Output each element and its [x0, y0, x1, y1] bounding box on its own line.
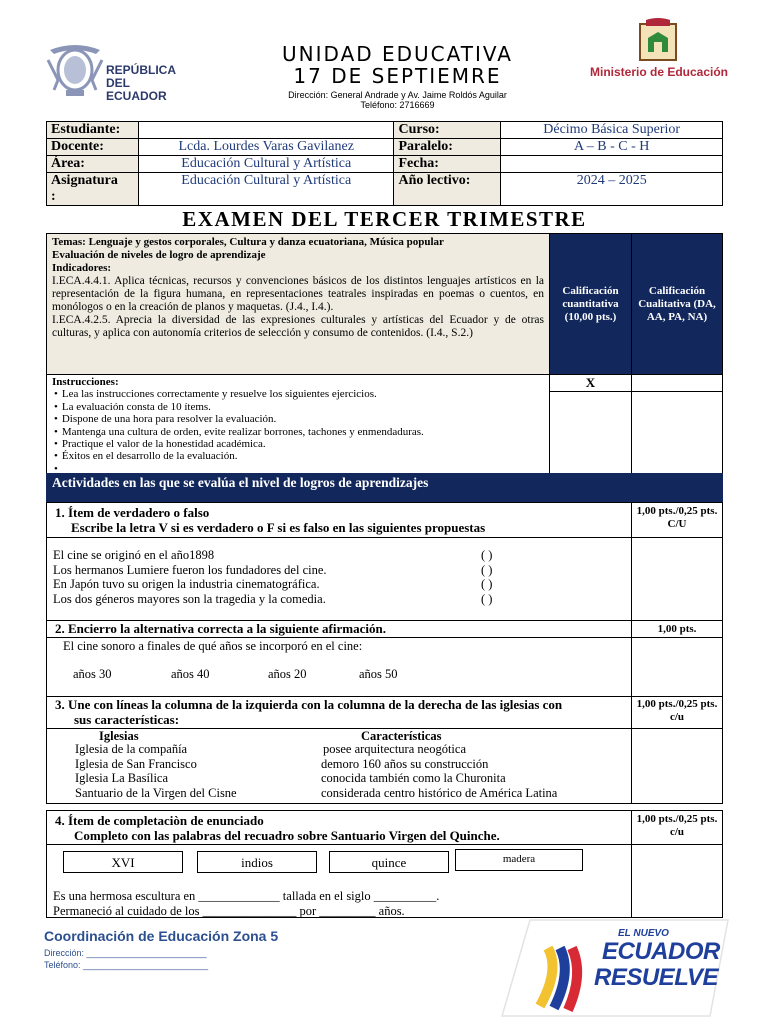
iglesia-item[interactable]: Santuario de la Virgen del Cisne [75, 785, 237, 800]
coat-of-arms-icon [44, 40, 106, 102]
instruccion-item: • Mantenga una cultura de orden, evite realizar borrones, tachones y enmendaduras. [64, 426, 544, 438]
school-address: Dirección: General Andrade y Av. Jaime Roldós Aguilar [288, 90, 507, 100]
paralelo-label: Paralelo: [394, 139, 501, 156]
indicadores-panel [46, 233, 550, 375]
item2-body [46, 637, 632, 697]
instruccion-item: • Practique el valor de la honestidad académica. [64, 438, 544, 450]
item1-points: 1,00 pts./0,25 pts. C/U [631, 502, 723, 538]
instrucciones-label: Instrucciones: [52, 376, 119, 388]
iglesia-item[interactable]: Iglesia La Basílica [75, 771, 169, 785]
caracteristica-item[interactable]: posee arquitectura neogótica [323, 742, 466, 756]
iglesias-column [75, 742, 237, 800]
statement: Los hermanos Lumiere fueron los fundadores del cine. [53, 562, 327, 577]
footer-telefono: Teléfono: _________________________ [44, 960, 209, 970]
temas-text: Temas: Lenguaje y gestos corporales, Cultura y danza ecuatoriana, Música popular [52, 236, 444, 248]
brand-ecuador: ECUADOR [602, 938, 720, 965]
paralelo-value: A – B - C - H [501, 139, 723, 156]
item3-score-cell[interactable] [631, 728, 723, 804]
school-phone: Teléfono: 2716669 [360, 100, 435, 110]
ministry-emblem-icon [638, 18, 678, 64]
instruccion-item: • Dispone de una hora para resolver la evaluación. [64, 413, 544, 425]
instruccion-item: • Éxitos en el desarrollo de la evaluación. [64, 450, 544, 462]
cualitativa-score-cell[interactable] [631, 391, 723, 474]
answer-paren[interactable]: ( ) [481, 577, 493, 592]
item4-subtitle: Completo con las palabras del recuadro sobre Santuario Virgen del Quinche. [74, 828, 500, 843]
cuantitativa-score-cell[interactable] [549, 391, 632, 474]
statement: Los dos géneros mayores son la tragedia y la comedia. [53, 591, 326, 606]
iglesia-item[interactable]: Iglesia de San Francisco [75, 756, 197, 771]
item1-statements [53, 548, 327, 606]
docente-value: Lcda. Lourdes Varas Gavilanez [138, 139, 394, 156]
option-d[interactable]: años 50 [359, 667, 398, 681]
answer-paren[interactable]: ( ) [481, 562, 493, 577]
word-box-indios: indios [197, 851, 317, 873]
curso-value: Décimo Básica Superior [501, 122, 723, 139]
area-label: Área: [47, 156, 139, 173]
brand-resuelve: RESUELVE [594, 964, 719, 991]
item2-title: 2. Encierro la alternativa correcta a la siguiente afirmación. [46, 620, 632, 638]
item2-question: El cine sonoro a finales de qué años se incorporó en el cine: [63, 639, 363, 653]
item1-body [46, 537, 632, 621]
item3-body [46, 728, 632, 804]
item3-points: 1,00 pts./0,25 pts. c/u [631, 696, 723, 729]
footer-coordinacion: Coordinación de Educación Zona 5 [44, 928, 279, 944]
item3-title-2: sus características: [74, 712, 180, 727]
asignatura-label-colon: : [51, 189, 56, 204]
actividades-header: Actividades en las que se evalúa el nivel de logros de aprendizajes [46, 473, 723, 503]
item4-points: 1,00 pts./0,25 pts. c/u [631, 810, 723, 845]
evaluacion-text: Evaluación de niveles de logro de aprendizaje [52, 249, 266, 261]
asignatura-label-text: Asignatura [51, 173, 118, 188]
statement: El cine se originó en el año1898 [53, 548, 215, 562]
curso-label: Curso: [394, 122, 501, 139]
anio-value: 2024 – 2025 [501, 173, 723, 206]
caracteristica-item[interactable]: demoro 160 años su construcción [321, 756, 489, 771]
caracteristicas-column [321, 742, 557, 800]
item1-title: 1. Ítem de verdadero o falso [55, 505, 210, 520]
item3-header [46, 696, 632, 729]
school-name: UNIDAD EDUCATIVA [282, 42, 513, 66]
word-box-xvi: XVI [63, 851, 183, 873]
student-info-table [46, 121, 723, 206]
cualitativa-top-cell [631, 374, 723, 392]
estudiante-field[interactable] [138, 122, 394, 139]
item2-score-cell[interactable] [631, 637, 723, 697]
item1-score-cell[interactable] [631, 537, 723, 621]
instrucciones-panel [46, 374, 550, 474]
instruccion-item: • La evaluación consta de 10 ítems. [64, 401, 544, 413]
indicador-2: I.ECA.4.2.5. Aprecia la diversidad de las expresiones culturales y artísticas del Ecuador y de otras culturas, y aplica con autonomía criterios de selección y consumo de contenidos. (I.4., S.2.) [52, 314, 544, 339]
instruccion-item: • Lea las instrucciones correctamente y resuelve los siguientes ejercicios. [64, 388, 544, 400]
item4-title: 4. Ítem de completaciòn de enunciado [55, 813, 264, 828]
republica-logo [44, 40, 184, 104]
answer-paren[interactable]: ( ) [481, 591, 493, 606]
ministry-name: Ministerio de Educación [589, 65, 729, 79]
answer-paren[interactable]: ( ) [481, 548, 493, 562]
statement: En Japón tuvo su origen la industria cinematográfica. [53, 577, 320, 592]
item4-sentence-1[interactable]: Es una hermosa escultura en _____________ tallada en el siglo __________. [53, 889, 440, 903]
word-box-quince: quince [329, 851, 449, 873]
iglesia-item[interactable]: Iglesia de la compañía [75, 742, 188, 756]
area-value: Educación Cultural y Artística [138, 156, 394, 173]
caracteristica-item[interactable]: considerada centro histórico de América Latina [321, 785, 558, 800]
school-name-2: 17 DE SEPTIEMRE [293, 64, 502, 88]
calif-cuantitativa-header: Calificación cuantitativa (10,00 pts.) [549, 233, 632, 375]
instrucciones-list [52, 388, 544, 475]
caracteristica-item[interactable]: conocida también como la Churonita [321, 771, 506, 785]
footer-direccion: Dirección: ________________________ [44, 948, 207, 958]
exam-title: EXAMEN DEL TERCER TRIMESTRE [182, 207, 587, 231]
item2-points: 1,00 pts. [631, 620, 723, 638]
calif-cualitativa-header: Calificación Cualitativa (DA, AA, PA, NA) [631, 233, 723, 375]
indicadores-label: Indicadores: [52, 262, 112, 274]
anio-label: Año lectivo: [394, 173, 501, 206]
ecuador-resuelve-logo [500, 918, 730, 1018]
item3-title: 3. Une con líneas la columna de la izquierda con la columna de la derecha de las iglesias con [55, 697, 563, 712]
item1-answer-boxes [481, 548, 492, 606]
item4-sentence-2[interactable]: Permaneció al cuidado de los _______________ por _________ años. [53, 904, 405, 918]
word-box-madera: madera [455, 849, 583, 871]
option-b[interactable]: años 40 [171, 667, 210, 681]
ministry-logo [588, 18, 730, 84]
caracteristicas-header: Características [361, 729, 442, 743]
item4-score-cell[interactable] [631, 844, 723, 918]
republica-line1: REPÚBLICA [106, 63, 177, 77]
asignatura-label [47, 173, 139, 206]
indicador-1: I.ECA.4.4.1. Aplica técnicas, recursos y convenciones básicos de los distintos lenguajes artísticos en la representación de la figura humana, en representaciones teatrales inspiradas en poemas o cuentos, en monólogos o en la creación de planos y maquetas. (J.4., I.4.). [52, 275, 544, 313]
school-header [200, 42, 595, 110]
brand-el-nuevo: EL NUEVO [618, 928, 669, 939]
estudiante-label: Estudiante: [47, 122, 139, 139]
item4-body [46, 844, 632, 918]
asignatura-value: Educación Cultural y Artística [138, 173, 394, 206]
item1-header [46, 502, 632, 538]
docente-label: Docente: [47, 139, 139, 156]
item4-header [46, 810, 632, 845]
option-c[interactable]: años 20 [268, 667, 307, 681]
republica-line2: DEL ECUADOR [106, 76, 167, 103]
x-mark-cell: X [549, 374, 632, 392]
fecha-field[interactable] [501, 156, 723, 173]
option-a[interactable]: años 30 [73, 667, 112, 681]
item1-subtitle: Escribe la letra V si es verdadero o F si es falso en las siguientes propuestas [71, 520, 486, 535]
fecha-label: Fecha: [394, 156, 501, 173]
iglesias-header: Iglesias [99, 729, 139, 743]
